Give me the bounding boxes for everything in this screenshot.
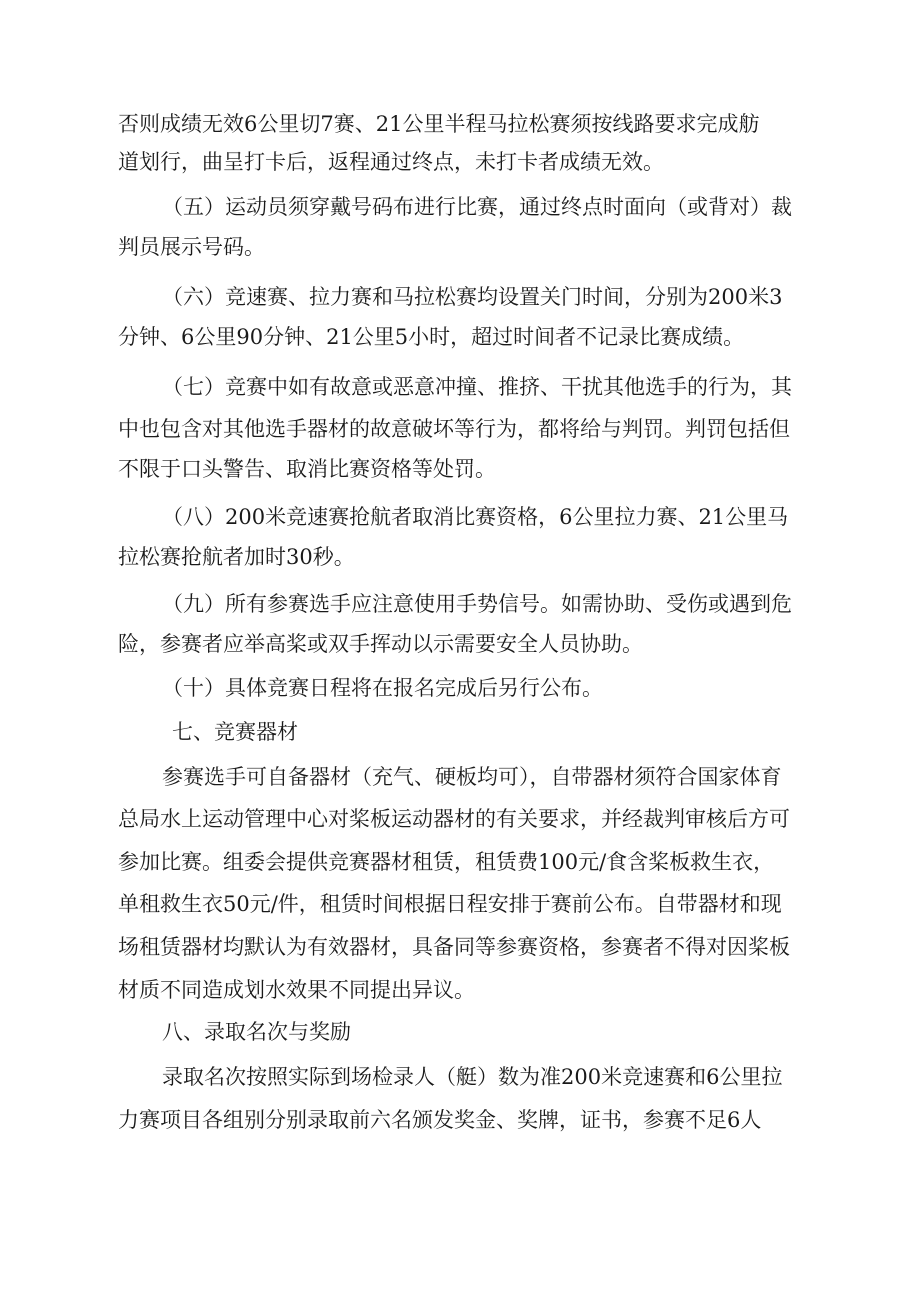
body-text-line: （五）运动员须穿戴号码布进行比赛，通过终点时面向（或背对）裁	[162, 195, 792, 219]
body-text-line: 拉松赛抢航者加时30秒。	[118, 545, 355, 569]
body-text-line: 分钟、6公里90分钟、21公里5小时，超过时间者不记录比赛成绩。	[118, 325, 745, 349]
body-text-line: 参加比赛。组委会提供竞赛器材租赁，租赁费100元/食含桨板救生衣，	[118, 850, 775, 874]
body-text-line: 材质不同造成划水效果不同提出异议。	[118, 978, 475, 1002]
body-text-line: 力赛项目各组别分别录取前六名颁发奖金、奖牌，证书，参赛不足6人	[118, 1108, 762, 1132]
section-heading: 八、录取名次与奖励	[162, 1020, 351, 1044]
body-text-line: （八）200米竞速赛抢航者取消比赛资格，6公里拉力赛、21公里马	[162, 505, 789, 529]
body-text-line: 场租赁器材均默认为有效器材，具备同等参赛资格，参赛者不得对因桨板	[118, 935, 790, 959]
body-text-line: 否则成绩无效6公里切7赛、21公里半程马拉松赛须按线路要求完成舫	[118, 112, 760, 136]
body-text-line: 单租救生衣50元/件，租赁时间根据日程安排于赛前公布。自带器材和现	[118, 892, 782, 916]
body-text-line: 录取名次按照实际到场检录人（艇）数为准200米竞速赛和6公里拉	[162, 1065, 783, 1089]
body-text-line: 道划行，曲呈打卡后，返程通过终点，未打卡者成绩无效。	[118, 150, 664, 174]
body-text-line: （六）竞速赛、拉力赛和马拉松赛均设置关门时间，分别为200米3	[162, 285, 783, 309]
section-heading: 七、竞赛器材	[172, 720, 298, 744]
body-text-line: 参赛选手可自备器材（充气、硬板均可），自带器材须符合国家体育	[162, 765, 782, 789]
body-text-line: （七）竞赛中如有故意或恶意冲撞、推挤、干扰其他选手的行为，其	[162, 375, 792, 399]
body-text-line: 中也包含对其他选手器材的故意破坏等行为，都将给与判罚。判罚包括但	[118, 417, 790, 441]
body-text-line: （十）具体竞赛日程将在报名完成后另行公布。	[162, 676, 603, 700]
body-text-line: 不限于口头警告、取消比赛资格等处罚。	[118, 457, 496, 481]
body-text-line: 险，参赛者应举高桨或双手挥动以示需要安全人员协助。	[118, 632, 643, 656]
body-text-line: 总局水上运动管理中心对桨板运动器材的有关要求，并经裁判审核后方可	[118, 807, 790, 831]
body-text-line: 判员展示号码。	[118, 235, 265, 259]
body-text-line: （九）所有参赛选手应注意使用手势信号。如需协助、受伤或遇到危	[162, 592, 792, 616]
